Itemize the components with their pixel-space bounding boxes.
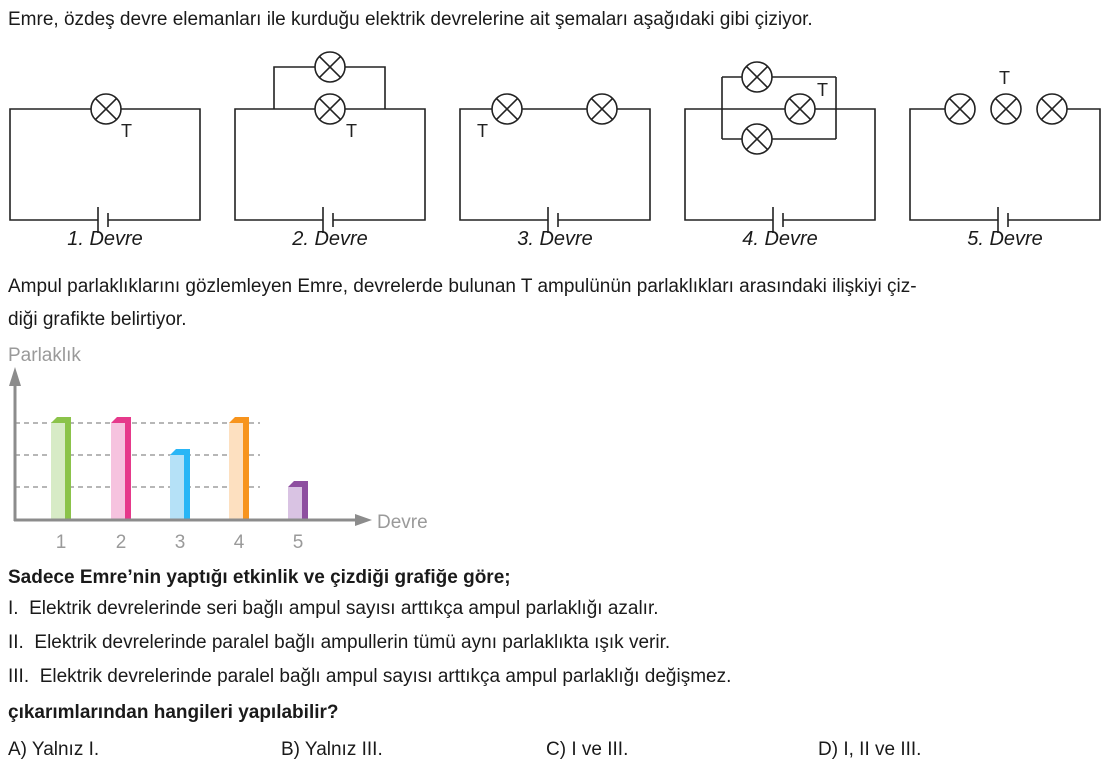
bar-front (111, 423, 125, 519)
paragraph-line-1: Ampul parlaklıklarını gözlemleyen Emre, devrelerde bulunan T ampulünün parlaklıkları arasındaki ilişkiyi çiz- (8, 276, 917, 297)
statement-2 (8, 631, 670, 655)
statement-number: II. (8, 632, 24, 653)
x-tick-label: 1 (55, 532, 67, 553)
circuit-caption: 1. Devre (67, 228, 143, 250)
bar-2 (111, 417, 131, 519)
x-tick-label: 2 (115, 532, 127, 553)
choice-d[interactable]: D) I, II ve III. (818, 739, 922, 760)
bar-4 (229, 417, 249, 519)
x-tick-label: 3 (174, 532, 186, 553)
circuit-caption: 5. Devre (967, 228, 1043, 250)
intro-text: Emre, özdeş devre elemanları ile kurduğu elektrik devrelerine ait şemaları aşağıdaki gibi çiziyor. (8, 9, 813, 30)
bar-3 (170, 449, 190, 519)
bar-top (288, 481, 308, 487)
bar-side (125, 423, 131, 519)
t-label: T (477, 121, 488, 141)
bar-side (243, 423, 249, 519)
t-label: T (817, 80, 828, 100)
statement-1 (8, 597, 659, 621)
t-label: T (999, 68, 1010, 88)
bar-front (170, 455, 184, 519)
bar-5 (288, 481, 308, 519)
statement-number: I. (8, 598, 19, 619)
bar-top (51, 417, 71, 423)
bar-top (229, 417, 249, 423)
bar-side (302, 487, 308, 519)
question-lead: Sadece Emre’nin yaptığı etkinlik ve çizdiği grafiğe göre; (8, 567, 511, 588)
x-tick-label: 4 (233, 532, 245, 553)
y-axis-arrow-icon (9, 367, 21, 386)
y-axis-label: Parlaklık (8, 345, 81, 366)
statement-number: III. (8, 666, 30, 687)
bar-front (51, 423, 65, 519)
choice-c[interactable]: C) I ve III. (546, 739, 629, 760)
t-label: T (121, 121, 132, 141)
x-axis-label: Devre (377, 512, 428, 533)
choice-b[interactable]: B) Yalnız III. (281, 739, 383, 760)
bar-side (65, 423, 71, 519)
bar-front (288, 487, 302, 519)
paragraph-line-2: diği grafikte belirtiyor. (8, 309, 187, 330)
bar-front (229, 423, 243, 519)
x-tick-label: 5 (292, 532, 304, 553)
bar-top (170, 449, 190, 455)
statement-text: Elektrik devrelerinde paralel bağlı ampullerin tümü aynı parlaklıkta ışık verir. (34, 632, 671, 653)
x-axis-arrow-icon (355, 514, 372, 526)
bar-side (184, 455, 190, 519)
statement-text: Elektrik devrelerinde seri bağlı ampul sayısı arttıkça ampul parlaklığı azalır. (29, 598, 659, 619)
t-label: T (346, 121, 357, 141)
question-prompt: çıkarımlarından hangileri yapılabilir? (8, 702, 339, 723)
circuit-caption: 3. Devre (517, 228, 593, 250)
circuit-caption: 4. Devre (742, 228, 818, 250)
bar-top (111, 417, 131, 423)
statement-3 (8, 665, 731, 689)
circuit-caption: 2. Devre (292, 228, 368, 250)
choice-a[interactable]: A) Yalnız I. (8, 739, 100, 760)
bar-1 (51, 417, 71, 519)
statement-text: Elektrik devrelerinde paralel bağlı ampul sayısı arttıkça ampul parlaklığı değişmez. (39, 666, 732, 687)
